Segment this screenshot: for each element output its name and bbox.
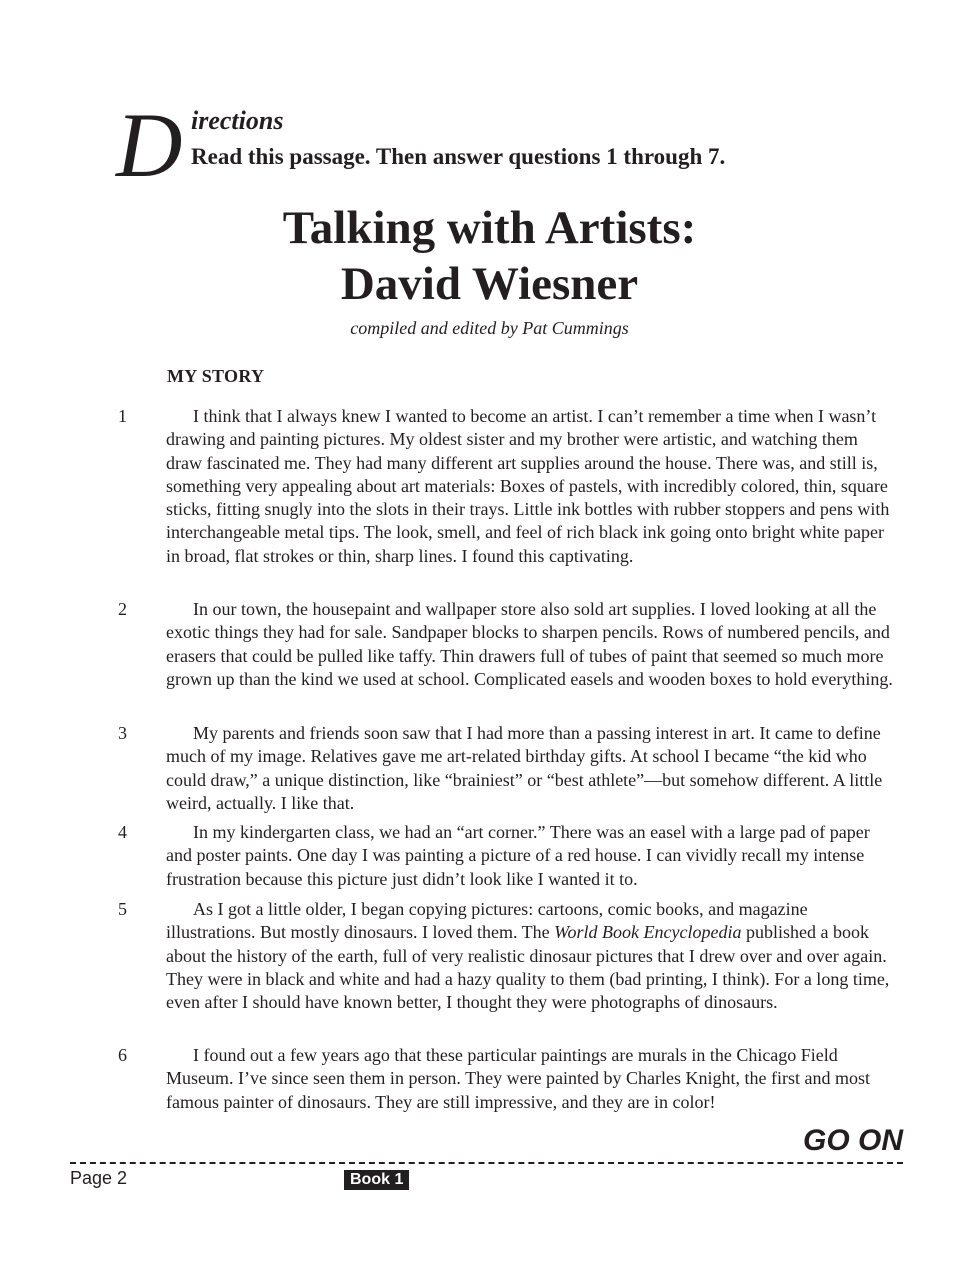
paragraph-text-end: published a book about the history of the earth, full of very realistic dinosaur pictures that I drew over and over again. They were in black and white and had a hazy quality to them (bad printing, I think). For a long time, even after I should have known better, I thought they were photographs of dinosaurs. <box>166 922 890 1013</box>
passage-title <box>0 200 979 312</box>
section-heading: MY STORY <box>167 366 265 386</box>
byline: compiled and edited by Pat Cummings <box>350 318 629 338</box>
paragraph-number: 1 <box>118 406 127 426</box>
paragraph-number: 5 <box>118 899 127 919</box>
paragraph-4 <box>118 821 898 891</box>
directions-header <box>116 94 816 196</box>
paragraph-1 <box>118 405 898 568</box>
page-number: Page 2 <box>70 1168 128 1188</box>
go-on-label: GO ON <box>802 1124 903 1157</box>
footer-divider <box>70 1162 903 1164</box>
directions-word: irections <box>191 106 284 135</box>
paragraph-2 <box>118 598 898 691</box>
paragraph-number: 2 <box>118 599 127 619</box>
paragraph-text <box>166 898 898 1014</box>
paragraph-number: 6 <box>118 1045 127 1065</box>
paragraph-number: 3 <box>118 723 127 743</box>
paragraph-text: I think that I always knew I wanted to become an artist. I can’t remember a time when I wasn’t drawing and painting pictures. My oldest sister and my brother were artistic, and watching them draw fascinated me. They had many different art supplies around the house. There was, and still is, something very appealing about art materials: Boxes of pastels, with incredibly colored, thin, square sticks, fitting snugly into the slots in their trays. Little ink bottles with rubber stoppers and pens with interchangeable metal tips. The look, smell, and feel of rich black ink going onto bright white paper in broad, flat strokes or thin, sharp lines. I found this captivating. <box>166 406 890 566</box>
paragraph-text: In my kindergarten class, we had an “art corner.” There was an easel with a large pad of paper and poster paints. One day I was painting a picture of a red house. I can vividly recall my intense frustration because this picture just didn’t look like I wanted it to. <box>166 822 870 889</box>
paragraph-text: In our town, the housepaint and wallpaper store also sold art supplies. I loved looking at all the exotic things they had for sale. Sandpaper blocks to sharpen pencils. Rows of numbered pencils, and erasers that could be pulled like taffy. Thin drawers full of tubes of paint that seemed so much more grown up than the kind we used at school. Complicated easels and wooden boxes to hold everything. <box>166 599 893 689</box>
title-line-1: Talking with Artists: <box>282 202 697 254</box>
paragraph-text: I found out a few years ago that these particular paintings are murals in the Chicago Field Museum. I’ve since seen them in person. They were painted by Charles Knight, the first and most famous painter of dinosaurs. They are still impressive, and they are in color! <box>166 1045 871 1112</box>
book-badge: Book 1 <box>344 1170 409 1190</box>
paragraph-text: My parents and friends soon saw that I had more than a passing interest in art. It came to define much of my image. Relatives gave me art-related birthday gifts. At school I became “the kid who could draw,” a unique distinction, like “brainiest” or “best athlete”—but somehow different. A little weird, actually. I like that. <box>166 723 883 813</box>
paragraph-3 <box>118 722 898 815</box>
paragraph-5 <box>118 898 898 1014</box>
paragraph-6 <box>118 1044 898 1114</box>
title-line-2: David Wiesner <box>340 258 639 310</box>
paragraph-number: 4 <box>118 822 127 842</box>
book-title: World Book Encyclopedia <box>554 922 742 943</box>
directions-text: Read this passage. Then answer questions 1 through 7. <box>191 144 726 169</box>
directions-dropcap: D <box>116 94 183 196</box>
paragraph-text-start: As I got a little older, I began copying pictures: cartoons, comic books, and magazine illustrations. But mostly dinosaurs. I loved them. The <box>166 899 808 943</box>
